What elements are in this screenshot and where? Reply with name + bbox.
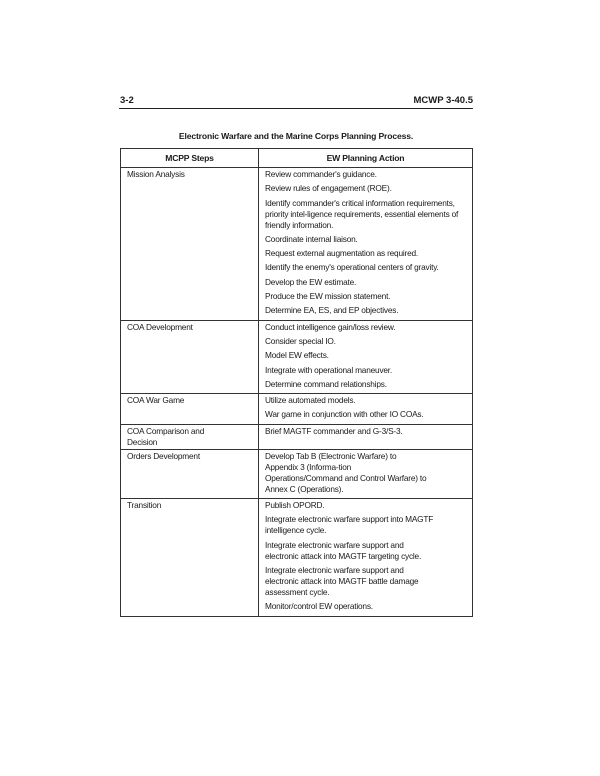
action-item: Monitor/control EW operations. (265, 601, 373, 612)
mcpp-step: Mission Analysis (121, 168, 259, 321)
mcpp-step: COA War Game (121, 394, 259, 425)
action-item: Model EW effects. (265, 350, 329, 361)
ew-actions (259, 449, 473, 498)
table-row (121, 499, 473, 616)
column-header-steps: MCPP Steps (121, 149, 259, 168)
action-item: Determine EA, ES, and EP objectives. (265, 305, 399, 316)
ew-actions (259, 499, 473, 616)
ew-actions (259, 168, 473, 321)
table-title: Electronic Warfare and the Marine Corps Planning Process. (178, 131, 414, 141)
mcpp-step: COA Comparison and Decision (121, 424, 259, 449)
action-item: Request external augmentation as required. (265, 248, 419, 259)
action-item: Develop Tab B (Electronic Warfare) to Appendix 3 (Informa-tion Operations/Command and Control Warfare) to Annex C (Operations). (265, 450, 427, 494)
action-item: Publish OPORD. (265, 500, 325, 511)
action-item: Determine command relationships. (265, 378, 387, 389)
table-row (121, 320, 473, 393)
table-header-row (121, 149, 473, 168)
ew-actions (259, 394, 473, 425)
action-item: Develop the EW estimate. (265, 276, 357, 287)
action-item: Review rules of engagement (ROE). (265, 183, 392, 194)
action-item: War game in conjunction with other IO COAs. (265, 409, 424, 420)
action-item: Integrate with operational maneuver. (265, 364, 393, 375)
document-id: MCWP 3-40.5 (413, 95, 473, 106)
action-item: Consider special IO. (265, 335, 336, 346)
action-item: Integrate electronic warfare support into MAGTF intelligence cycle. (265, 514, 434, 536)
ew-actions (259, 424, 473, 449)
page-number: 3-2 (120, 95, 134, 106)
action-item: Conduct intelligence gain/loss review. (265, 321, 396, 332)
ew-planning-table (120, 148, 473, 617)
table-row (121, 394, 473, 425)
mcpp-step: Transition (121, 499, 259, 616)
mcpp-step: COA Development (121, 320, 259, 393)
column-header-actions: EW Planning Action (259, 149, 473, 168)
action-item: Identify commander's critical information requirements, priority intel-ligence requirements, essential elements of friendly information. (265, 197, 459, 230)
action-item: Integrate electronic warfare support and electronic attack into MAGTF battle damage assessment cycle. (265, 564, 419, 597)
ew-actions (259, 320, 473, 393)
header-rule (119, 108, 473, 109)
mcpp-step: Orders Development (121, 449, 259, 498)
table-row (121, 424, 473, 449)
table-row (121, 449, 473, 498)
action-item: Integrate electronic warfare support and electronic attack into MAGTF targeting cycle. (265, 539, 422, 561)
action-item: Review commander's guidance. (265, 169, 377, 179)
action-item: Utilize automated models. (265, 395, 356, 406)
action-item: Produce the EW mission statement. (265, 291, 391, 302)
table-row (121, 168, 473, 321)
action-item: Brief MAGTF commander and G-3/S-3. (265, 425, 403, 436)
action-item: Identify the enemy's operational centers of gravity. (265, 262, 439, 273)
action-item: Coordinate internal liaison. (265, 233, 358, 244)
